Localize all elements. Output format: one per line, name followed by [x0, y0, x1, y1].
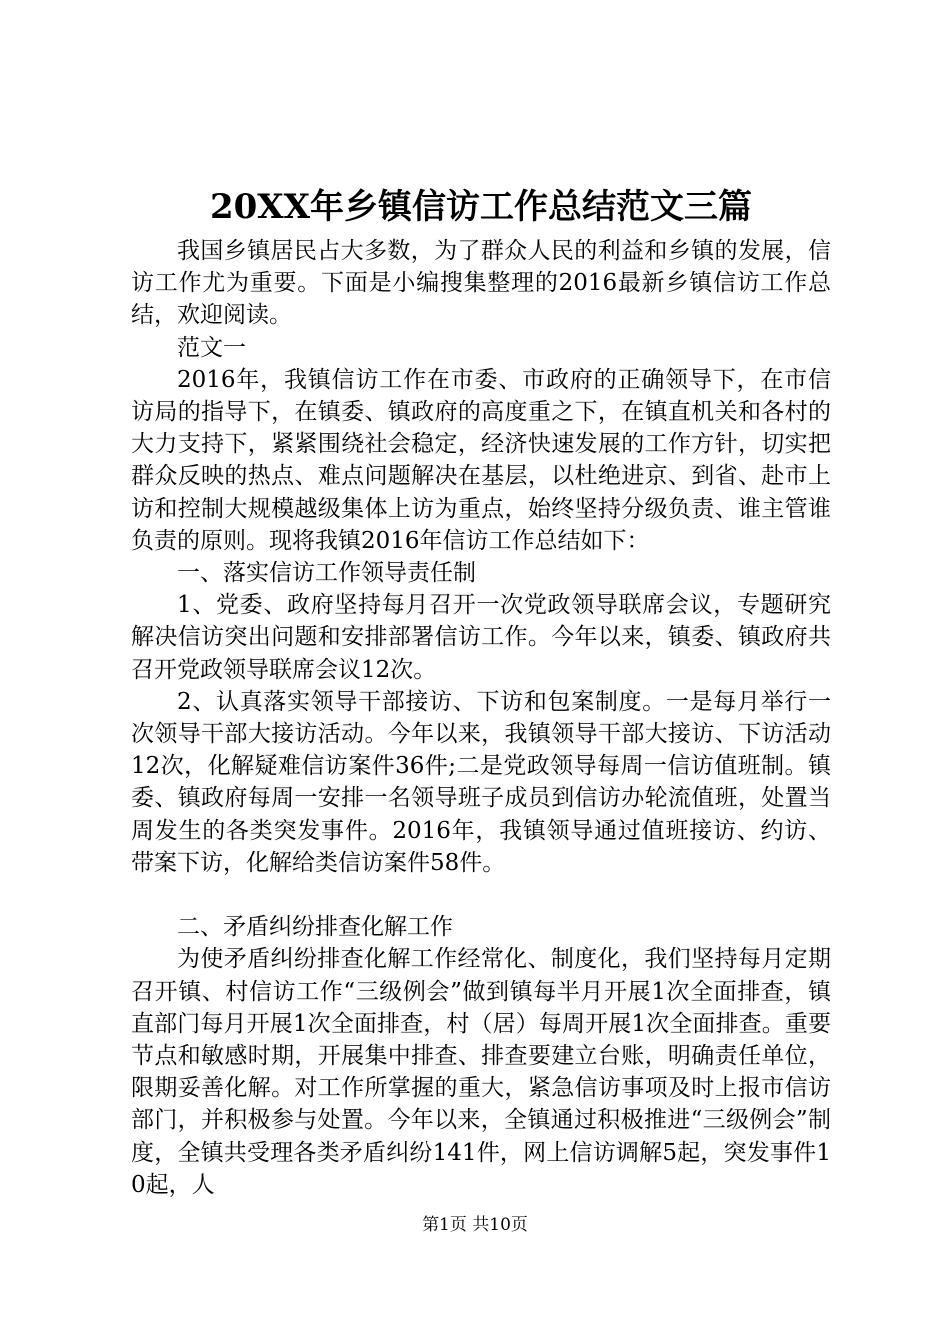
paragraph-overview: 2016年，我镇信访工作在市委、市政府的正确领导下，在市信访局的指导下，在镇委、镇政府的高度重之下，在镇直机关和各村的大力支持下，紧紧围绕社会稳定，经济快速发展的工作方针，切实把群众反映的热点、难点问题解决在基层，以杜绝进京、到省、赴市上访和控制大规模越级集体上访为重点，始终坚持分级负责、谁主管谁负责的原则。现将我镇2016年信访工作总结如下： — [131, 366, 831, 554]
paragraph-intro: 我国乡镇居民占大多数，为了群众人民的利益和乡镇的发展，信访工作尤为重要。下面是小编搜集整理的2016最新乡镇信访工作总结，欢迎阅读。 — [131, 238, 831, 329]
section-heading-2: 二、矛盾纠纷排查化解工作 — [177, 914, 453, 941]
paragraph-item-2: 2、认真落实领导干部接访、下访和包案制度。一是每月举行一次领导干部大接访活动。今年以来，我镇领导干部大接访、下访活动12次，化解疑难信访案件36件;二是党政领导每周一信访值班制。镇委、镇政府每周一安排一名领导班子成员到信访办轮流值班，处置当周发生的各类突发事件。2016年，我镇领导通过值班接访、约访、带案下访，化解给类信访案件58件。 — [131, 688, 831, 876]
blank-line — [131, 879, 831, 911]
paragraph-sample-heading: 范文一 — [177, 334, 246, 361]
paragraph-mediation: 为使矛盾纠纷排查化解工作经常化、制度化，我们坚持每月定期召开镇、村信访工作“三级例会”做到镇每半月开展1次全面排查，镇直部门每月开展1次全面排查，村（居）每周开展1次全面排查。重要节点和敏感时期，开展集中排查、排查要建立台账，明确责任单位，限期妥善化解。对工作所掌握的重大，紧急信访事项及时上报市信访部门，并积极参与处置。今年以来，全镇通过积极推进“三级例会”制度，全镇共受理各类矛盾纠纷141件，网上信访调解5起，突发事件10起，人 — [131, 946, 831, 1198]
document-title: 20XX年乡镇信访工作总结范文三篇 — [209, 187, 753, 227]
page-number: 第1页 共10页 — [422, 1215, 528, 1235]
section-heading-1: 一、落实信访工作领导责任制 — [177, 560, 476, 587]
document-body — [131, 235, 831, 1201]
paragraph-item-1: 1、党委、政府坚持每月召开一次党政领导联席会议，专题研究解决信访突出问题和安排部署信访工作。今年以来，镇委、镇政府共召开党政领导联席会议12次。 — [131, 592, 831, 683]
